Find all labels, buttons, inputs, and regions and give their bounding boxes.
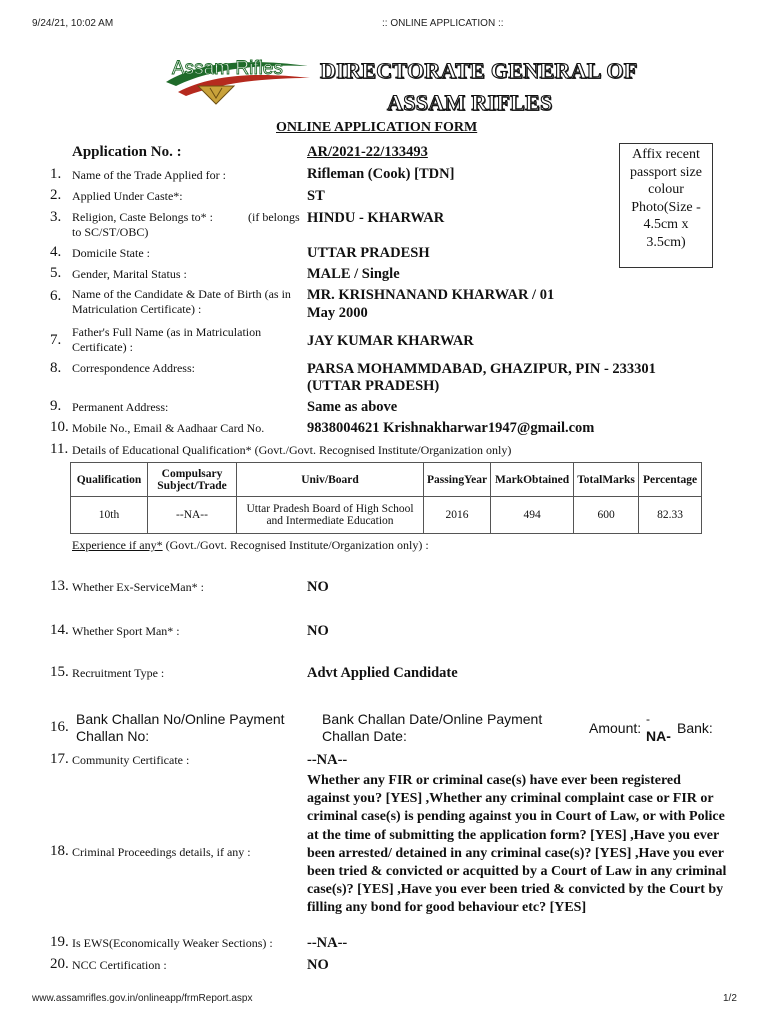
challan-date-label <box>322 711 542 745</box>
domicile-value: UTTAR PRADESH <box>307 245 430 261</box>
ex-serviceman-value: NO <box>307 579 329 595</box>
table-cell: --NA-- <box>148 497 237 534</box>
challan-no-label-line: Bank Challan No/Online Payment <box>76 711 285 727</box>
photo-text-line: Affix recent <box>632 147 700 162</box>
recruitment-type-label: Recruitment Type : <box>72 666 165 680</box>
trade-value: Rifleman (Cook) [TDN] <box>307 166 455 182</box>
religion-label-cont: to SC/ST/OBC) <box>72 225 149 239</box>
ncc-label: NCC Certification : <box>72 958 167 972</box>
org-name-line1: DIRECTORATE GENERAL OF <box>320 58 638 83</box>
father-name-value: JAY KUMAR KHARWAR <box>307 333 474 349</box>
gender-value: MALE / Single <box>307 266 400 282</box>
correspondence-address-label: Correspondence Address: <box>72 361 195 375</box>
field-number: 7. <box>50 332 62 348</box>
table-cell: 10th <box>71 497 148 534</box>
amount-value: NA- <box>646 728 671 744</box>
print-datetime: 9/24/21, 10:02 AM <box>32 18 114 29</box>
table-cell: 82.33 <box>639 497 702 534</box>
table-cell: 494 <box>491 497 574 534</box>
photo-text-line: colour <box>648 182 684 197</box>
correspondence-address-value: PARSA MOHAMMDABAD, GHAZIPUR, PIN - 233301 <box>307 361 656 377</box>
community-certificate-label: Community Certificate : <box>72 753 190 767</box>
field-number: 10. <box>50 419 69 435</box>
col-board: Univ/Board <box>237 463 424 497</box>
challan-date-label-line: Bank Challan Date/Online Payment <box>322 711 543 727</box>
ews-value: --NA-- <box>307 935 348 951</box>
field-number: 3. <box>50 209 62 225</box>
logo-text: Assam Rifles <box>172 58 283 79</box>
col-percentage: Percentage <box>639 463 702 497</box>
challan-no-label <box>76 711 285 745</box>
trade-label: Name of the Trade Applied for : <box>72 168 226 182</box>
bank-label: Bank: <box>677 720 713 736</box>
gender-label: Gender, Marital Status : <box>72 267 187 281</box>
field-number: 14. <box>50 622 69 638</box>
candidate-name-value: MR. KRISHNANAND KHARWAR / 01 <box>307 287 555 303</box>
application-no-label: Application No. : <box>72 144 182 160</box>
experience-label-rest: (Govt./Govt. Recognised Institute/Organization only) : <box>162 538 429 552</box>
print-page-title: :: ONLINE APPLICATION :: <box>382 18 504 29</box>
permanent-address-value: Same as above <box>307 399 398 415</box>
field-number: 1. <box>50 166 62 182</box>
community-certificate-value: --NA-- <box>307 752 348 768</box>
religion-value: HINDU - KHARWAR <box>307 210 445 226</box>
field-number: 15. <box>50 664 69 680</box>
org-name-line2: ASSAM RIFLES <box>387 90 553 115</box>
criminal-proceedings-label: Criminal Proceedings details, if any : <box>72 845 251 859</box>
field-number: 4. <box>50 244 62 260</box>
table-cell: Uttar Pradesh Board of High School and Intermediate Education <box>237 497 424 534</box>
amount-label: Amount: <box>589 720 642 736</box>
permanent-address-label: Permanent Address: <box>72 400 169 414</box>
contact-label: Mobile No., Email & Aadhaar Card No. <box>72 421 265 435</box>
father-name-label: Father's Full Name (as in Matriculation <box>72 325 262 339</box>
print-page-number: 1/2 <box>723 993 737 1004</box>
recruitment-type-value: Advt Applied Candidate <box>307 665 458 681</box>
challan-no-label-line: Challan No: <box>76 728 150 744</box>
photo-text-line: Photo(Size - <box>631 199 701 215</box>
print-url: www.assamrifles.gov.in/onlineapp/frmReport.aspx <box>32 993 253 1004</box>
caste-value: ST <box>307 188 325 204</box>
ex-serviceman-label: Whether Ex-ServiceMan* : <box>72 580 204 594</box>
challan-date-label-line: Challan Date: <box>322 728 407 744</box>
table-row <box>71 497 702 534</box>
candidate-name-label: Name of the Candidate & Date of Birth (as in <box>72 287 291 301</box>
father-name-label-cont: Certificate) : <box>72 340 133 354</box>
domicile-label: Domicile State : <box>72 246 150 260</box>
table-cell: 2016 <box>424 497 491 534</box>
field-number: 6. <box>50 288 62 304</box>
photo-placeholder-box <box>619 143 713 268</box>
field-number: 16. <box>50 719 69 735</box>
education-label: Details of Educational Qualification* (Govt./Govt. Recognised Institute/Organization only) <box>72 443 512 457</box>
col-total-marks: TotalMarks <box>574 463 639 497</box>
field-number: 11. <box>50 441 69 457</box>
ews-label: Is EWS(Economically Weaker Sections) : <box>72 936 273 950</box>
application-no-value: AR/2021-22/133493 <box>307 144 428 160</box>
education-header-row <box>71 463 702 497</box>
assam-rifles-logo <box>158 52 318 110</box>
form-title: ONLINE APPLICATION FORM <box>276 120 478 135</box>
field-number: 18. <box>50 843 69 859</box>
field-number: 17. <box>50 751 69 767</box>
experience-label-underlined: Experience if any* <box>72 538 163 552</box>
sportman-value: NO <box>307 623 329 639</box>
table-cell: 600 <box>574 497 639 534</box>
photo-text-line: 3.5cm) <box>646 234 686 250</box>
field-number: 9. <box>50 398 62 414</box>
education-table <box>70 462 702 534</box>
field-number: 20. <box>50 956 69 972</box>
field-number: 19. <box>50 934 69 950</box>
candidate-dob-value: May 2000 <box>307 305 368 321</box>
ncc-value: NO <box>307 957 329 973</box>
photo-text-line: passport size <box>630 164 702 180</box>
correspondence-address-value-cont: (UTTAR PRADESH) <box>307 378 440 394</box>
contact-value: 9838004621 Krishnakharwar1947@gmail.com <box>307 420 595 436</box>
amount-dash: - <box>646 712 650 726</box>
caste-label: Applied Under Caste*: <box>72 189 183 203</box>
field-number: 8. <box>50 360 62 376</box>
religion-label: Religion, Caste Belongs to* : <box>72 210 213 224</box>
col-subject: Compulsary Subject/Trade <box>148 463 237 497</box>
criminal-proceedings-value: Whether any FIR or criminal case(s) have ever been registered against you? [YES] ,Whether any criminal complaint case or FIR or criminal case(s) is pending against you in Court of Law, or with Police at the time of submitting the application form? [YES] ,Have you ever been arrested/ detained in any criminal case(s)? [YES] ,Have you ever been tried & convicted or acquitted by a Court of Law in any criminal case(s)? [YES] ,Have you ever been tried & convicted by the Court by filling any bond for good behaviour etc? [YES] <box>307 773 727 916</box>
col-marks-obtained: MarkObtained <box>491 463 574 497</box>
sportman-label: Whether Sport Man* : <box>72 624 180 638</box>
col-passing-year: PassingYear <box>424 463 491 497</box>
field-number: 5. <box>50 265 62 281</box>
experience-label <box>72 538 429 553</box>
photo-text-line: 4.5cm x <box>643 217 689 232</box>
field-number: 2. <box>50 187 62 203</box>
religion-label-note: (if belongs <box>248 210 300 224</box>
col-qualification: Qualification <box>71 463 148 497</box>
field-number: 13. <box>50 578 69 594</box>
candidate-name-label-cont: Matriculation Certificate) : <box>72 302 202 316</box>
